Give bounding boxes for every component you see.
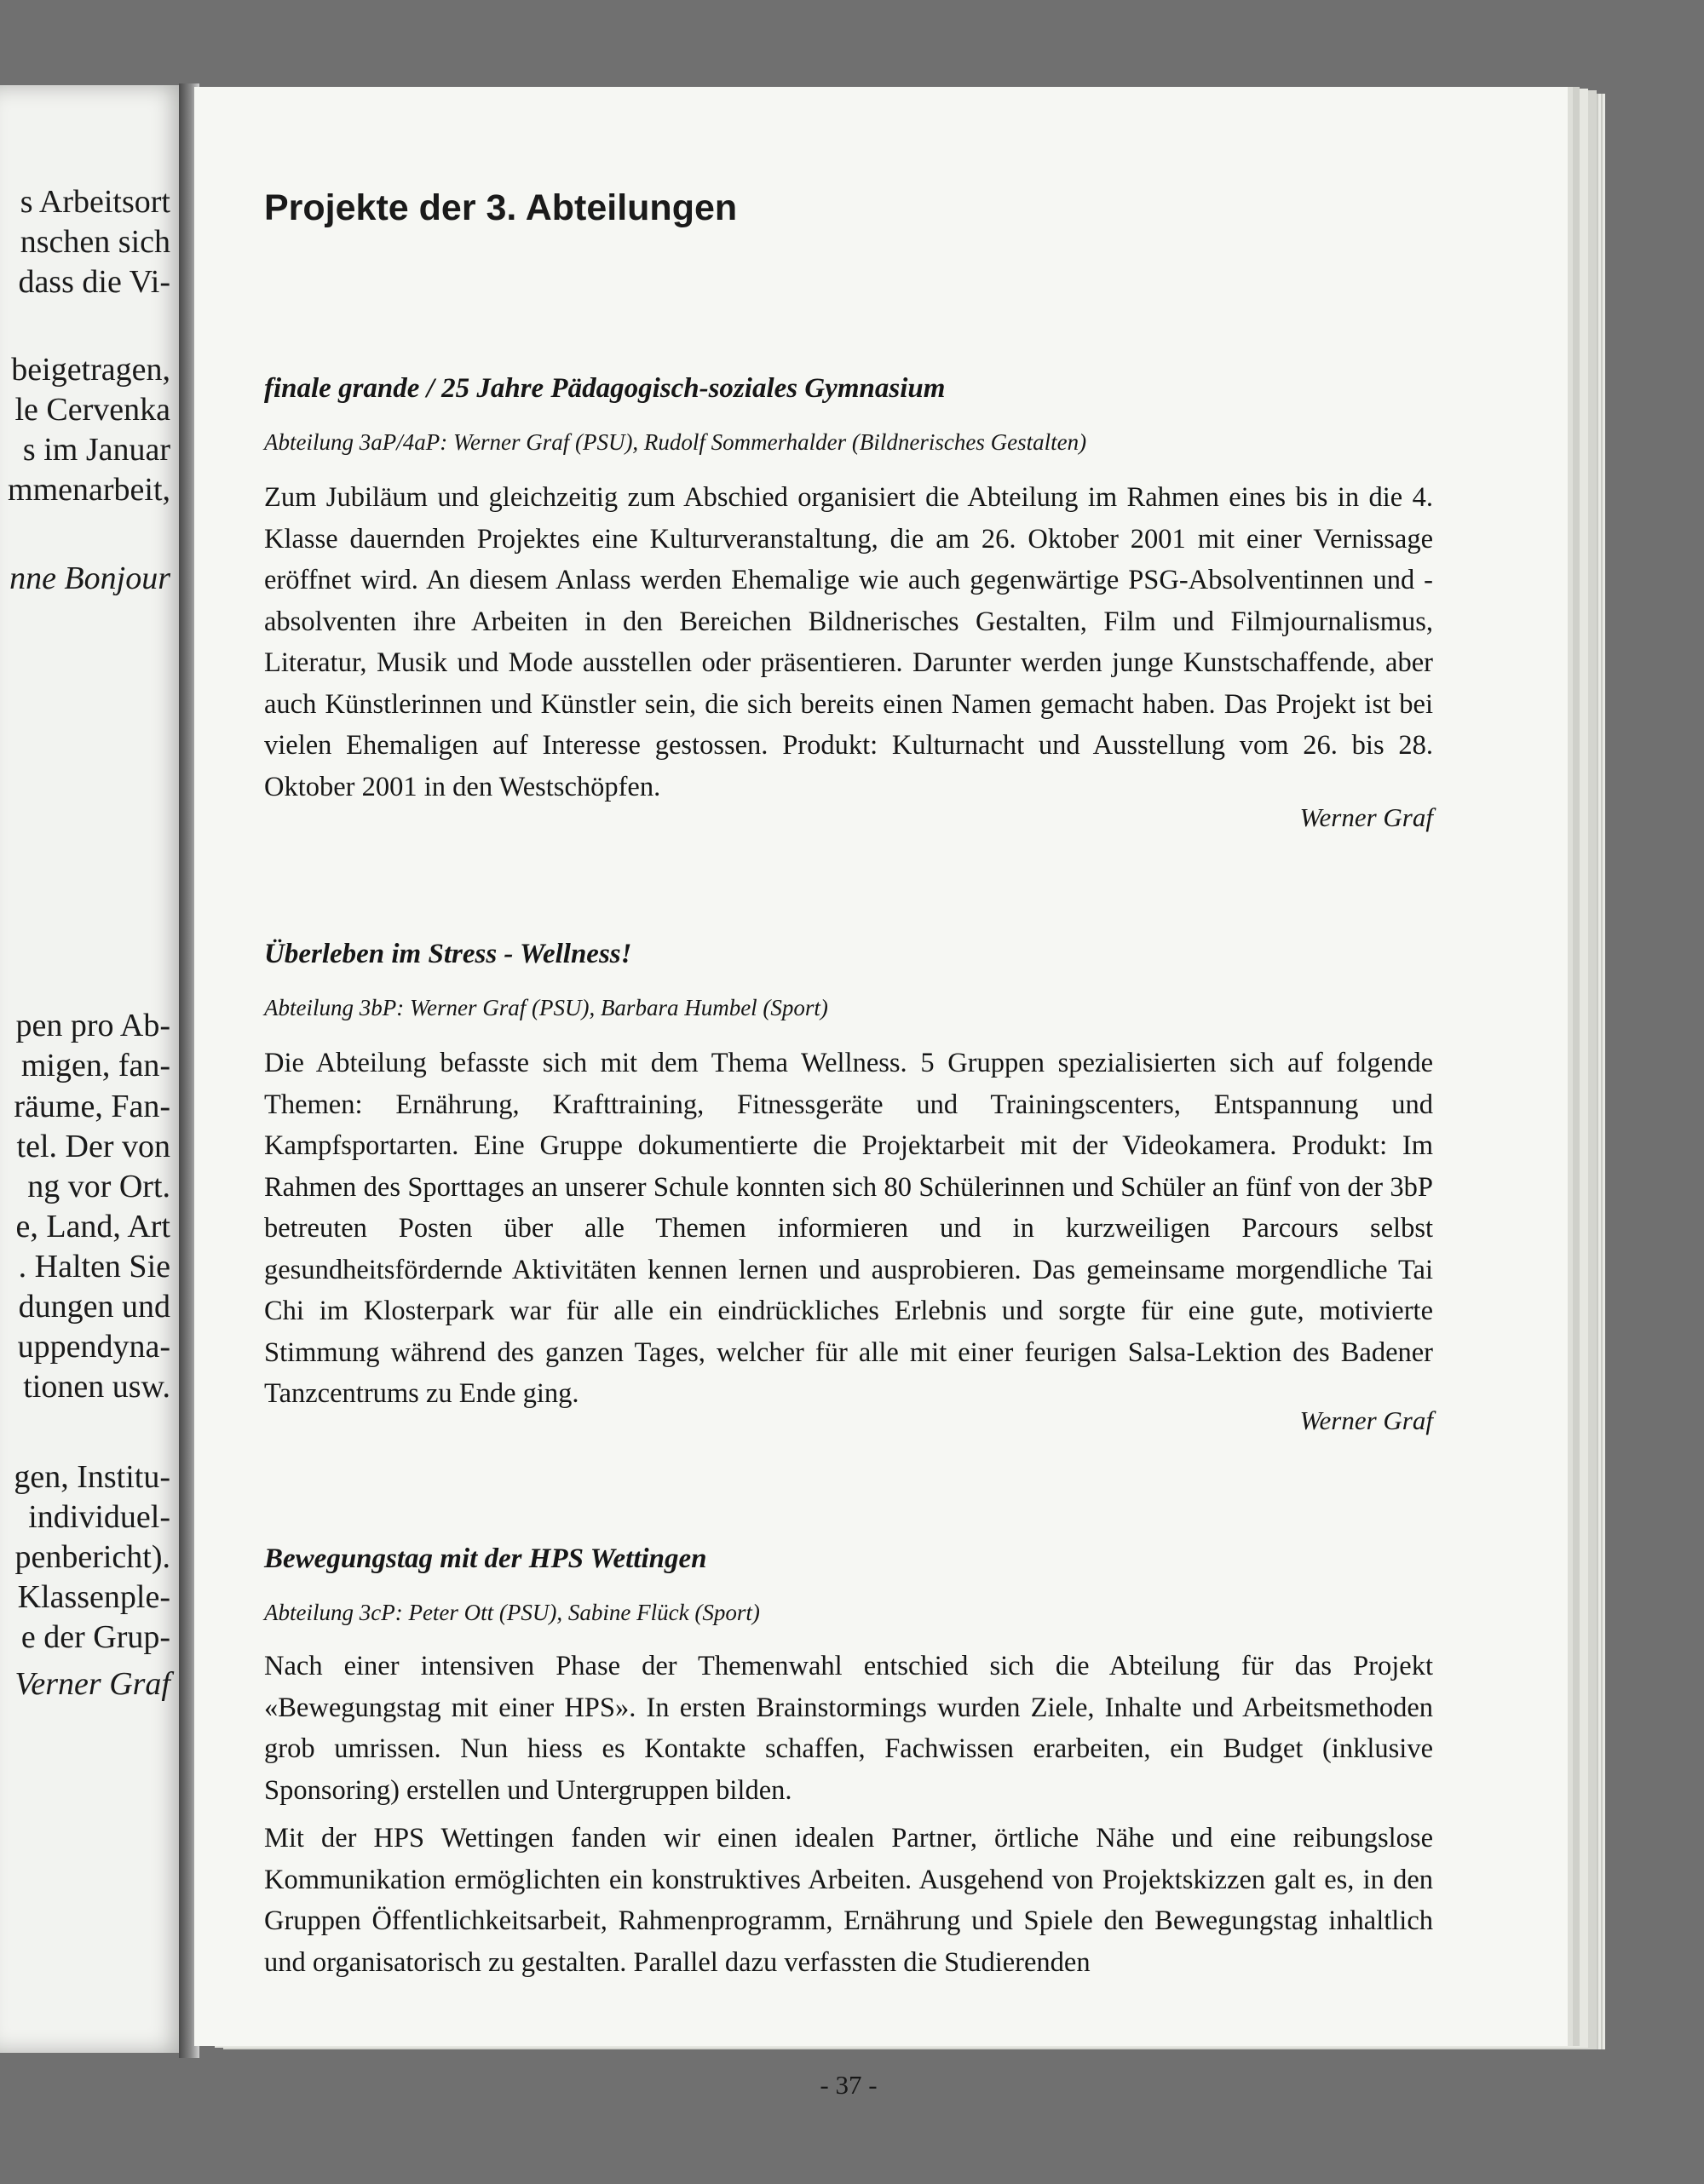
left-page-line: nne Bonjour [9, 560, 170, 596]
left-page-line: Klassenple- [17, 1579, 170, 1615]
left-page-line: migen, fan- [20, 1048, 170, 1083]
section-paragraph: Zum Jubiläum und gleichzeitig zum Abschied organisiert die Abteilung im Rahmen eines bis in die 4. Klasse dauernden Projektes eine Kulturveranstaltung, die am 26. Oktober 2001 mit einer Vernissage eröffnet wird. An diesem Anlass werden Ehemalige wie auch gegenwärtige PSG-Absolventinnen und -absolventen ihre Arbeiten in den Bereichen Bildnerisches Gestalten, Film und Filmjournalismus, Literatur, Musik und Mode ausstellen oder präsentieren. Darunter werden junge Kunstschaffende, aber auch Künstlerinnen und Künstler sein, die sich bereits einen Namen gemacht haben. Das Projekt ist bei vielen Ehemaligen auf Interesse gestossen. Produkt: Kulturnacht und Ausstellung vom 26. bis 28. Oktober 2001 in den Westschöpfen. [264, 482, 1433, 802]
left-page-line: pen pro Ab- [15, 1008, 170, 1043]
left-page-line: tionen usw. [23, 1369, 170, 1405]
section-title: Überleben im Stress - Wellness! [264, 939, 632, 969]
page-title: Projekte der 3. Abteilungen [264, 187, 738, 228]
section-department: Abteilung 3cP: Peter Ott (PSU), Sabine Flück (Sport) [264, 1600, 760, 1625]
section-paragraph: Nach einer intensiven Phase der Themenwahl entschied sich die Abteilung für das Projekt «Bewegungstag mit einer HPS». In ersten Brainstormings wurden Ziele, Inhalte und Arbeitsmethoden grob umrissen. Nun hiess es Kontakte schaffen, Fachwissen erarbeiten, ein Budget (inklusive Sponsoring) erstellen und Untergruppen bilden. [264, 1651, 1433, 1806]
page-number: - 37 - [820, 2070, 878, 2100]
left-page-line: uppendyna- [17, 1329, 170, 1365]
left-page-line: gen, Institu- [14, 1459, 170, 1495]
section-author: Werner Graf [1299, 1405, 1433, 1435]
section-paragraph: Mit der HPS Wettingen fanden wir einen idealen Partner, örtliche Nähe und eine reibungslose Kommunikation ermöglichten ein konstruktives Arbeiten. Ausgehend von Projektskizzen galt es, in den Gruppen Öffentlichkeitsarbeit, Rahmenprogramm, Ernährung und Spiele den Bewegungstag inhaltlich und organisatorisch zu gestalten. Parallel dazu verfassten die Studierenden [264, 1823, 1433, 1978]
left-facing-page [0, 85, 189, 2053]
left-page-line: beigetragen, [11, 352, 170, 388]
left-page-line: e der Grup- [20, 1619, 170, 1655]
left-page-line: s im Januar [22, 432, 170, 468]
left-page-line: ng vor Ort. [27, 1169, 170, 1204]
left-page-line: nschen sich [20, 224, 170, 260]
section-department: Abteilung 3bP: Werner Graf (PSU), Barbara Humbel (Sport) [264, 995, 828, 1020]
left-page-line: le Cervenka [14, 392, 170, 428]
section-title: Bewegungstag mit der HPS Wettingen [264, 1543, 707, 1574]
left-page-line: tel. Der von [16, 1129, 170, 1164]
section-author: Werner Graf [1299, 802, 1433, 832]
page-stack-edge [1564, 94, 1605, 2049]
left-page-line: dungen und [18, 1289, 170, 1325]
left-page-line: . Halten Sie [18, 1249, 170, 1285]
right-page [194, 87, 1568, 2100]
left-page-line: e, Land, Art [15, 1209, 170, 1244]
section-department: Abteilung 3aP/4aP: Werner Graf (PSU), Rudolf Sommerhalder (Bildnerisches Gestalten) [264, 429, 1087, 455]
left-page-line: dass die Vi- [18, 264, 170, 300]
section-title: finale grande / 25 Jahre Pädagogisch-soziales Gymnasium [264, 373, 946, 404]
left-page-line: s Arbeitsort [20, 184, 170, 220]
left-page-line: mmenarbeit, [8, 472, 170, 508]
left-page-line: räume, Fan- [14, 1089, 170, 1124]
section-paragraph: Die Abteilung befasste sich mit dem Thema Wellness. 5 Gruppen spezialisierten sich auf folgende Themen: Ernährung, Krafttraining, Fitnessgeräte und Trainingscenters, Entspannung und Kampfsportarten. Eine Gruppe dokumentierte die Projektarbeit mit der Videokamera. Produkt: Im Rahmen des Sporttages an unserer Schule konnten sich 80 Schülerinnen und Schüler an fünf von der 3bP betreuten Posten über alle Themen informieren und in kurzweiligen Parcours selbst gesundheitsfördernde Aktivitäten kennen lernen und ausprobieren. Das gemeinsame morgendliche Tai Chi im Klosterpark war für alle ein eindrückliches Erlebnis und sorgte für eine gute, motivierte Stimmung während des ganzen Tages, welcher für alle mit einer feurigen Salsa-Lektion des Badener Tanzcentrums zu Ende ging. [264, 1048, 1433, 1409]
left-page-line: individuel- [28, 1499, 170, 1535]
left-page-line: penbericht). [14, 1539, 170, 1575]
left-page-line: Verner Graf [14, 1666, 170, 1702]
